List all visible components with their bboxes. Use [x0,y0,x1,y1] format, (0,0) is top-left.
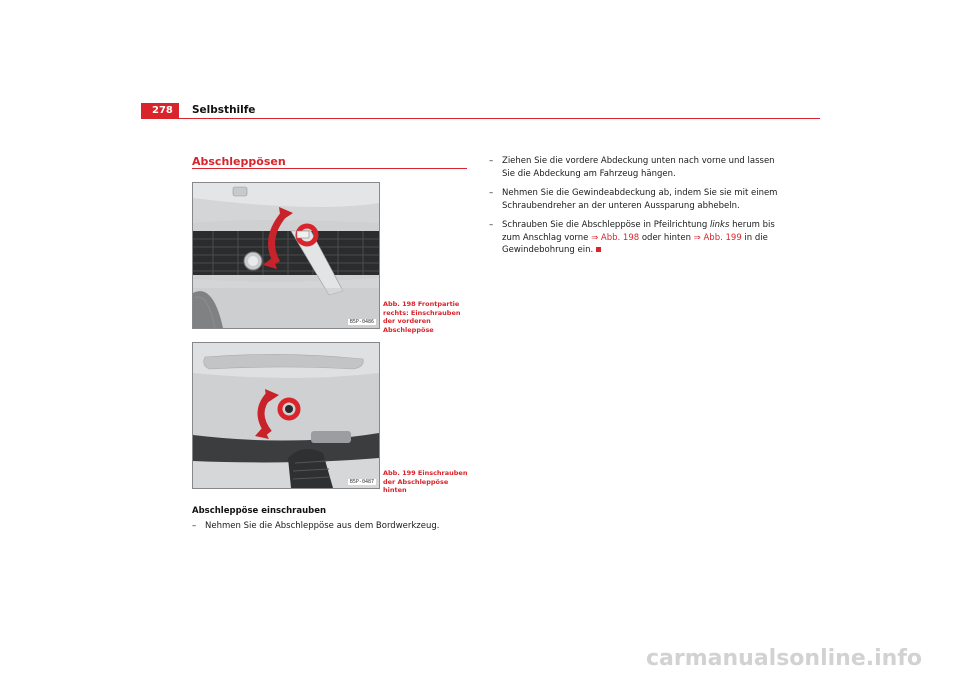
instruction-step [489,187,787,212]
section-title: Abschleppösen [192,155,286,168]
step-text: in die Gewindebohrung ein. [502,232,768,255]
step-text: oder hinten [639,232,694,243]
instruction-step [192,520,475,533]
figure-code: B5P-0487 [349,479,374,485]
rear-bumper-illustration [193,343,379,488]
step-text: Schrauben Sie die Abschleppöse in Pfeilrichtung [502,220,710,230]
step-dash: – [489,156,494,166]
step-dash: – [192,521,197,531]
step-text: Ziehen Sie die vordere Abdeckung unten nach vorne und lassen Sie die Abdeckung am Fahrzeug hängen. [502,156,775,179]
figure-code: B5P-0486 [349,319,374,325]
step-text: Nehmen Sie die Abschleppöse aus dem Bordwerkzeug. [205,521,440,531]
section-end-mark [596,247,601,252]
figure-caption: Abb. 198 Frontpartie rechts: Einschrauben der vorderen Abschleppöse [383,300,461,334]
step-dash: – [489,188,494,198]
figure-reference-link[interactable]: ⇒ Abb. 199 [693,232,742,243]
subheading: Abschleppöse einschrauben [192,506,327,516]
section-divider [192,168,467,169]
step-emphasis: links [709,220,730,230]
instruction-step [489,155,787,180]
figure-reference-link[interactable]: ⇒ Abb. 198 [591,232,640,243]
header-divider [141,118,820,119]
front-bumper-illustration [193,183,379,328]
watermark-text: carmanualsonline.info [646,646,922,671]
step-text: Nehmen Sie die Gewindeabdeckung ab, indem Sie sie mit einem Schraubendreher an der unteren Aussparung abhebeln. [502,188,778,211]
figure-rear-tow-eye [192,342,380,489]
step-text: herum bis zum Anschlag vorne [502,220,775,243]
instruction-step [489,219,787,257]
chapter-title: Selbsthilfe [192,104,256,116]
figure-front-tow-eye [192,182,380,329]
figure-caption: Abb. 199 Einschrauben der Abschleppöse hinten [383,469,468,494]
watermark [0,646,960,671]
step-dash: – [489,220,494,230]
page-number: 278 [141,103,179,119]
